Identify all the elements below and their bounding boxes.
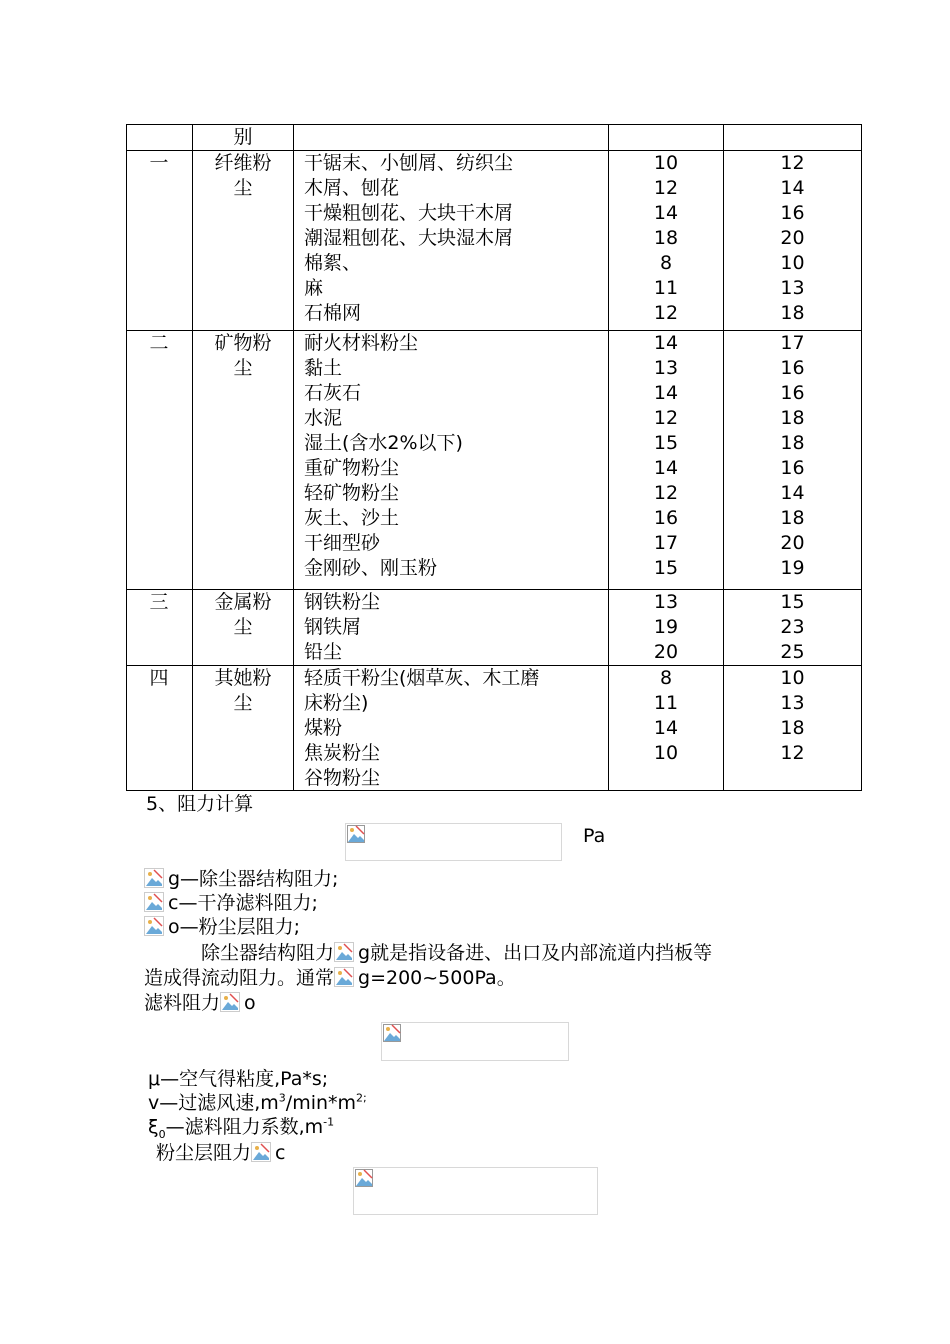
definition-g: g—除尘器结构阻力;: [144, 867, 338, 892]
dust-table: [126, 124, 862, 791]
material-list: 干锯末、小刨屑、纺织尘 木屑、刨花 干燥粗刨花、大块干木屑 潮湿粗刨花、大块湿木屑 棉絮、 麻 石棉网: [304, 152, 514, 324]
formula-image: [353, 1167, 598, 1215]
material-list: 轻质干粉尘(烟草灰、木工磨 床粉尘) 煤粉 焦炭粉尘 谷物粉尘: [304, 667, 540, 789]
broken-image-icon: [144, 892, 164, 912]
value-column-4: 8 11 14 10: [653, 667, 679, 764]
v-definition: v—过滤风速$,m^3/\min*m^{2;}$: [148, 1091, 367, 1114]
definition-o: o—粉尘层阻力;: [144, 915, 300, 940]
broken-image-icon: [144, 916, 164, 936]
broken-image-icon: [144, 868, 164, 888]
paragraph-line: 造成得流动阻力。通常 g=200~500Pa。: [144, 967, 516, 989]
unit-label: Pa: [583, 825, 606, 847]
broken-image-icon: [355, 1169, 373, 1187]
broken-image-icon: [383, 1024, 401, 1042]
mu-definition: μ—空气得粘度,Pa*s;: [148, 1068, 329, 1090]
group-category: 其她粉 尘: [214, 667, 272, 714]
material-list: 耐火材料粉尘 黏土 石灰石 水泥 湿土(含水2%以下) 重矿物粉尘 轻矿物粉尘 灰土、沙土 干细型砂 金刚砂、刚玉粉: [304, 332, 463, 579]
value-column-4: 14 13 14 12 15 14 12 16 17 15: [653, 332, 679, 579]
formula-image: [381, 1022, 569, 1061]
value-column-4: 13 19 20: [653, 591, 679, 663]
section-title: 5、阻力计算: [146, 793, 254, 815]
group-category: 矿物粉 尘: [214, 332, 272, 379]
broken-image-icon: [347, 825, 365, 843]
value-column-4: 10 12 14 18 8 11 12: [653, 152, 679, 324]
paragraph-line: 除尘器结构阻力 g就是指设备进、出口及内部流道内挡板等: [201, 942, 713, 964]
group-category: 金属粉 尘: [214, 591, 272, 638]
broken-image-icon: [334, 967, 354, 987]
group-number: 一: [149, 152, 169, 174]
group-number: 二: [149, 332, 169, 354]
group-number: 三: [149, 591, 169, 613]
header-cell: 别: [233, 126, 253, 148]
broken-image-icon: [251, 1142, 271, 1162]
table-border: [861, 124, 862, 791]
dust-layer-resistance-label: 粉尘层阻力 c: [156, 1142, 286, 1164]
value-column-5: 15 23 25: [780, 591, 805, 663]
formula-image: [345, 823, 562, 861]
value-column-5: 12 14 16 20 10 13 18: [780, 152, 805, 324]
xi-definition: $\xi_0—$滤料阻力系数$,m^{-1}$: [148, 1115, 335, 1141]
filter-resistance-label: 滤料阻力 o: [144, 992, 256, 1014]
value-column-5: 10 13 18 12: [780, 667, 805, 764]
group-number: 四: [149, 667, 169, 689]
broken-image-icon: [220, 992, 240, 1012]
material-list: 钢铁粉尘 钢铁屑 铅尘: [304, 591, 381, 663]
table-border: [293, 124, 294, 791]
broken-image-icon: [334, 942, 354, 962]
definition-c: c—干净滤料阻力;: [144, 891, 318, 916]
group-category: 纤维粉 尘: [214, 152, 272, 199]
value-column-5: 17 16 16 18 18 16 14 18 20 19: [780, 332, 805, 579]
